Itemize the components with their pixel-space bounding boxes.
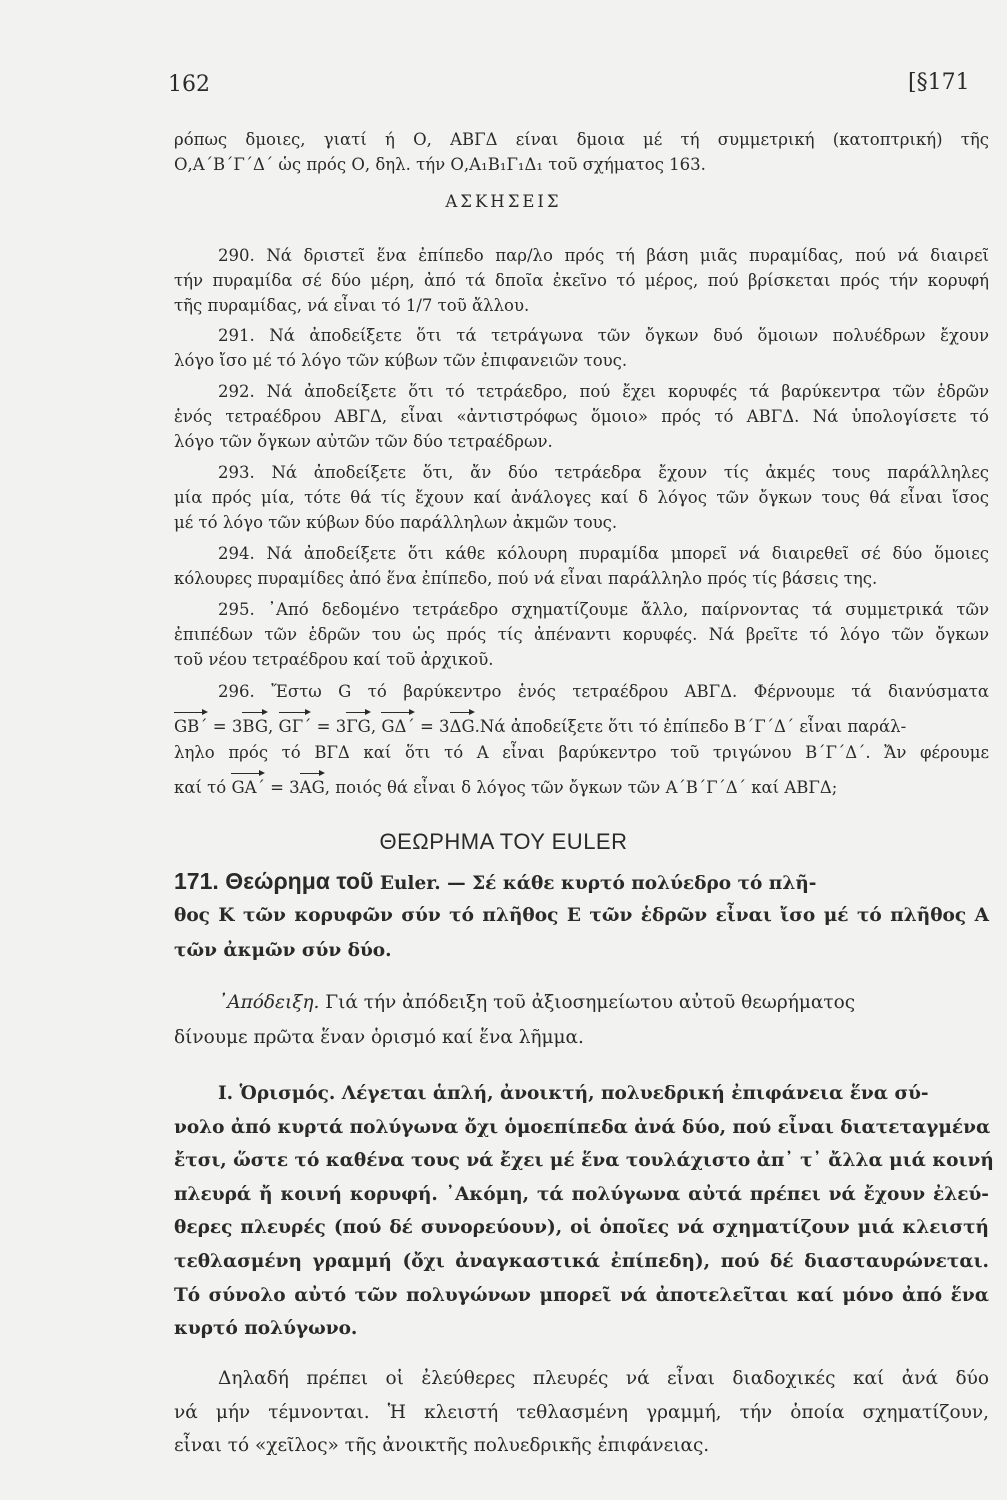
theorem-heading: ΘΕΩΡΗΜΑ ΤΟΥ EULER [379,829,628,854]
theorem-line-3: τῶν ἀκμῶν σύν δύο. [174,940,392,961]
equals-three: = 3 [311,717,347,736]
definition-line-1 [174,1081,989,1107]
exercise-291-line-2: λόγο ἴσο μέ τό λόγο τῶν κύβων τῶν ἐπιφανειῶν τους. [174,351,628,370]
exercise-296-line-2 [174,716,989,738]
exercise-295-line-3: τοῦ νέου τετραέδρου καί τοῦ ἀρχικοῦ. [174,650,494,669]
exercise-296-prefix: καί τό [174,778,232,797]
definition-line-4: πλευρά ἤ κοινή κορυφή. ᾿Ακόμη, τά πολύγωνα αὐτά πρέπει νά ἔχουν ἐλεύ- [174,1184,989,1205]
exercise-292-line-2: ἑνός τετραέδρου ΑΒΓΔ, εἶναι «ἀντιστρόφως ὅμοιο» πρός τό ΑΒΓΔ. Νά ὑπολογίσετε τό [174,407,989,426]
theorem-line-1 [174,868,989,897]
proof-line-2: δίνουμε πρῶτα ἕναν ὁρισμό καί ἕνα λῆμμα. [174,1027,584,1048]
exercise-295-line-1: 295. ᾿Από δεδομένο τετράεδρο σχηματίζουμε ἄλλο, παίρνοντας τά συμμετρικά τῶν [218,600,989,619]
exercise-293-line-2: μία πρός μία, τότε θά τίς ἔχουν καί ἀνάλογες καί δ λόγος τῶν ὄγκων τους θά εἶναι ἴσος [174,488,989,507]
definition-line-7: Τό σύνολο αὐτό τῶν πολυγώνων μπορεῖ νά ἀποτελεῖται καί μόνο ἀπό ἕνα [174,1285,989,1306]
theorem-title: Θεώρημα τοῦ [225,868,374,894]
exercise-291-line-1: 291. Νά ἀποδείξετε ὅτι τά τετράγωνα τῶν ὄγκων δυό ὅμοιων πολυέδρων ἔχουν [218,326,989,345]
exercise-294-line-1: 294. Νά ἀποδείξετε ὅτι κάθε κόλουρη πυραμίδα μπορεῖ νά διαιρεθεῖ σέ δύο ὅμοιες [218,544,989,563]
vector-ag: ΑG [299,778,325,797]
proof-label: ᾿Απόδειξη. [218,992,320,1013]
section-reference: [§171 [908,70,970,95]
closing-line-3: εἶναι τό «χεῖλος» τῆς ἀνοικτῆς πολυεδρικῆς ἐπιφάνειας. [174,1435,710,1456]
exercise-296-tail: .Νά ἀποδείξετε ὅτι τό ἐπίπεδο Β΄Γ΄Δ΄ εἶναι παράλ- [474,717,907,736]
exercise-290-line-3: τῆς πυραμίδας, νά εἶναι τό 1/7 τοῦ ἄλλου. [174,296,530,315]
exercise-290-line-1: 290. Νά δριστεῖ ἕνα ἐπίπεδο παρ/λο πρός τή βάση μιᾶς πυραμίδας, πού νά διαιρεῖ [218,246,989,265]
exercise-296-line-3: ληλο πρός τό ΒΓΔ καί ὅτι τό Α εἶναι βαρύκεντρο τοῦ τριγώνου Β΄Γ΄Δ΄. Ἄν φέρουμε [174,743,989,762]
intro-line-1: ρόπως δμοιες, γιατί ή Ο, ΑΒΓΔ είναι δμοια μέ τή συμμετρική (κατοπτρική) τῆς [174,130,989,149]
vector-gg: GΓ΄ [278,717,312,736]
exercise-293-line-1: 293. Νά ἀποδείξετε ὅτι, ἄν δύο τετράεδρα ἔχουν τίς ἀκμές τους παράλληλες [218,463,989,482]
definition-line-6: τεθλασμένη γραμμή (ὄχι ἀναγκαστικά ἐπίπεδη), πού δέ διασταυρώνεται. [174,1251,989,1272]
intro-line-2: Ο,Α΄Β΄Γ΄Δ΄ ὡς πρός Ο, δηλ. τήν Ο,Α₁Β₁Γ₁Δ₁ τοῦ σχήματος 163. [174,155,706,174]
vector-bg: BG [242,717,269,736]
proof-line-1 [174,990,989,1016]
exercise-292-line-1: 292. Νά ἀποδείξετε ὅτι τό τετράεδρο, πού ἔχει κορυφές τά βαρύκεντρα τῶν ἑδρῶν [218,382,989,401]
theorem-line-2: θος Κ τῶν κορυφῶν σύν τό πλῆθος Ε τῶν ἑδρῶν εἶναι ἴσο μέ τό πλῆθος Α [174,905,989,926]
vector-gb: GB΄ [174,717,208,736]
definition-line-8: κυρτό πολύγωνο. [174,1318,358,1339]
page-number: 162 [168,72,210,97]
theorem-euler: Euler. [379,873,441,894]
vector-dg: ΔG [449,717,475,736]
vector-ga: GΑ΄ [231,778,265,797]
comma: , [370,717,382,736]
vector-gamma-g: ΓG [346,717,371,736]
exercise-290-line-2: τήν πυραμίδα σέ δύο μέρη, ἀπό τά δποῖα ἐκεῖνο τό μέρος, πού βρίσκεται πρός τήν κορυφή [174,271,989,290]
definition-label: Ι. Ὁρισμός. [218,1083,336,1104]
exercise-292-line-3: λόγο τῶν ὄγκων αὐτῶν τῶν δύο τετραέδρων. [174,432,553,451]
closing-line-2: νά μήν τέμνονται. Ἡ κλειστή τεθλασμένη γραμμή, τήν ὁποία σχηματίζουν, [174,1402,989,1423]
exercises-heading: ΑΣΚΗΣΕΙΣ [445,192,562,211]
exercise-296-question: , ποιός θά εἶναι δ λόγος τῶν ὄγκων τῶν Α΄Β΄Γ΄Δ΄ καί ΑΒΓΔ; [324,778,838,797]
closing-line-1: Δηλαδή πρέπει οἱ ἐλεύθερες πλευρές νά εἶναι διαδοχικές καί ἀνά δύο [218,1368,989,1389]
definition-text: Λέγεται ἁπλή, ἀνοικτή, πολυεδρική ἐπιφάνεια ἕνα σύ- [335,1083,929,1104]
equals-three: = 3 [207,717,243,736]
exercise-294-line-2: κόλουρες πυραμίδες ἀπό ἕνα ἐπίπεδο, πού νά εἶναι παράλληλο πρός τίς βάσεις της. [174,569,878,588]
exercise-296-line-1: 296. Ἔστω G τό βαρύκεντρο ἑνός τετραέδρου ΑΒΓΔ. Φέρνουμε τά διανύσματα [218,682,989,701]
exercise-293-line-3: μέ τό λόγο τῶν κύβων δύο παράλληλων ἀκμῶν τους. [174,513,618,532]
vector-gd: GΔ΄ [381,717,415,736]
definition-line-5: θερες πλευρές (πού δέ συνορεύουν), οἱ ὁποῖες νά σχηματίζουν μιά κλειστή [174,1217,989,1238]
exercise-296-line-4 [174,777,989,799]
comma: , [268,717,279,736]
proof-text: Γιά τήν ἀπόδειξη τοῦ ἀξιοσημείωτου αὐτοῦ θεωρήματος [319,992,856,1013]
equals-three: = 3 [264,778,300,797]
definition-line-3: ἔτσι, ὥστε τό καθένα τους νά ἔχει μέ ἕνα τουλάχιστο ἀπ᾿ τ᾿ ἄλλα μιά κοινή [174,1150,994,1171]
equals-three: = 3 [414,717,450,736]
theorem-statement-1: — Σέ κάθε κυρτό πολύεδρο τό πλῆ- [447,873,817,894]
section-number: 171. [174,868,219,894]
exercise-295-line-2: ἐπιπέδων τῶν ἑδρῶν του ὡς πρός τίς ἀπέναντι κορυφές. Νά βρεῖτε τό λόγο τῶν ὄγκων [174,625,989,644]
definition-line-2: νολο ἀπό κυρτά πολύγωνα ὄχι ὁμοεπίπεδα ἀνά δύο, πού εἶναι διατεταγμένα [174,1117,991,1138]
